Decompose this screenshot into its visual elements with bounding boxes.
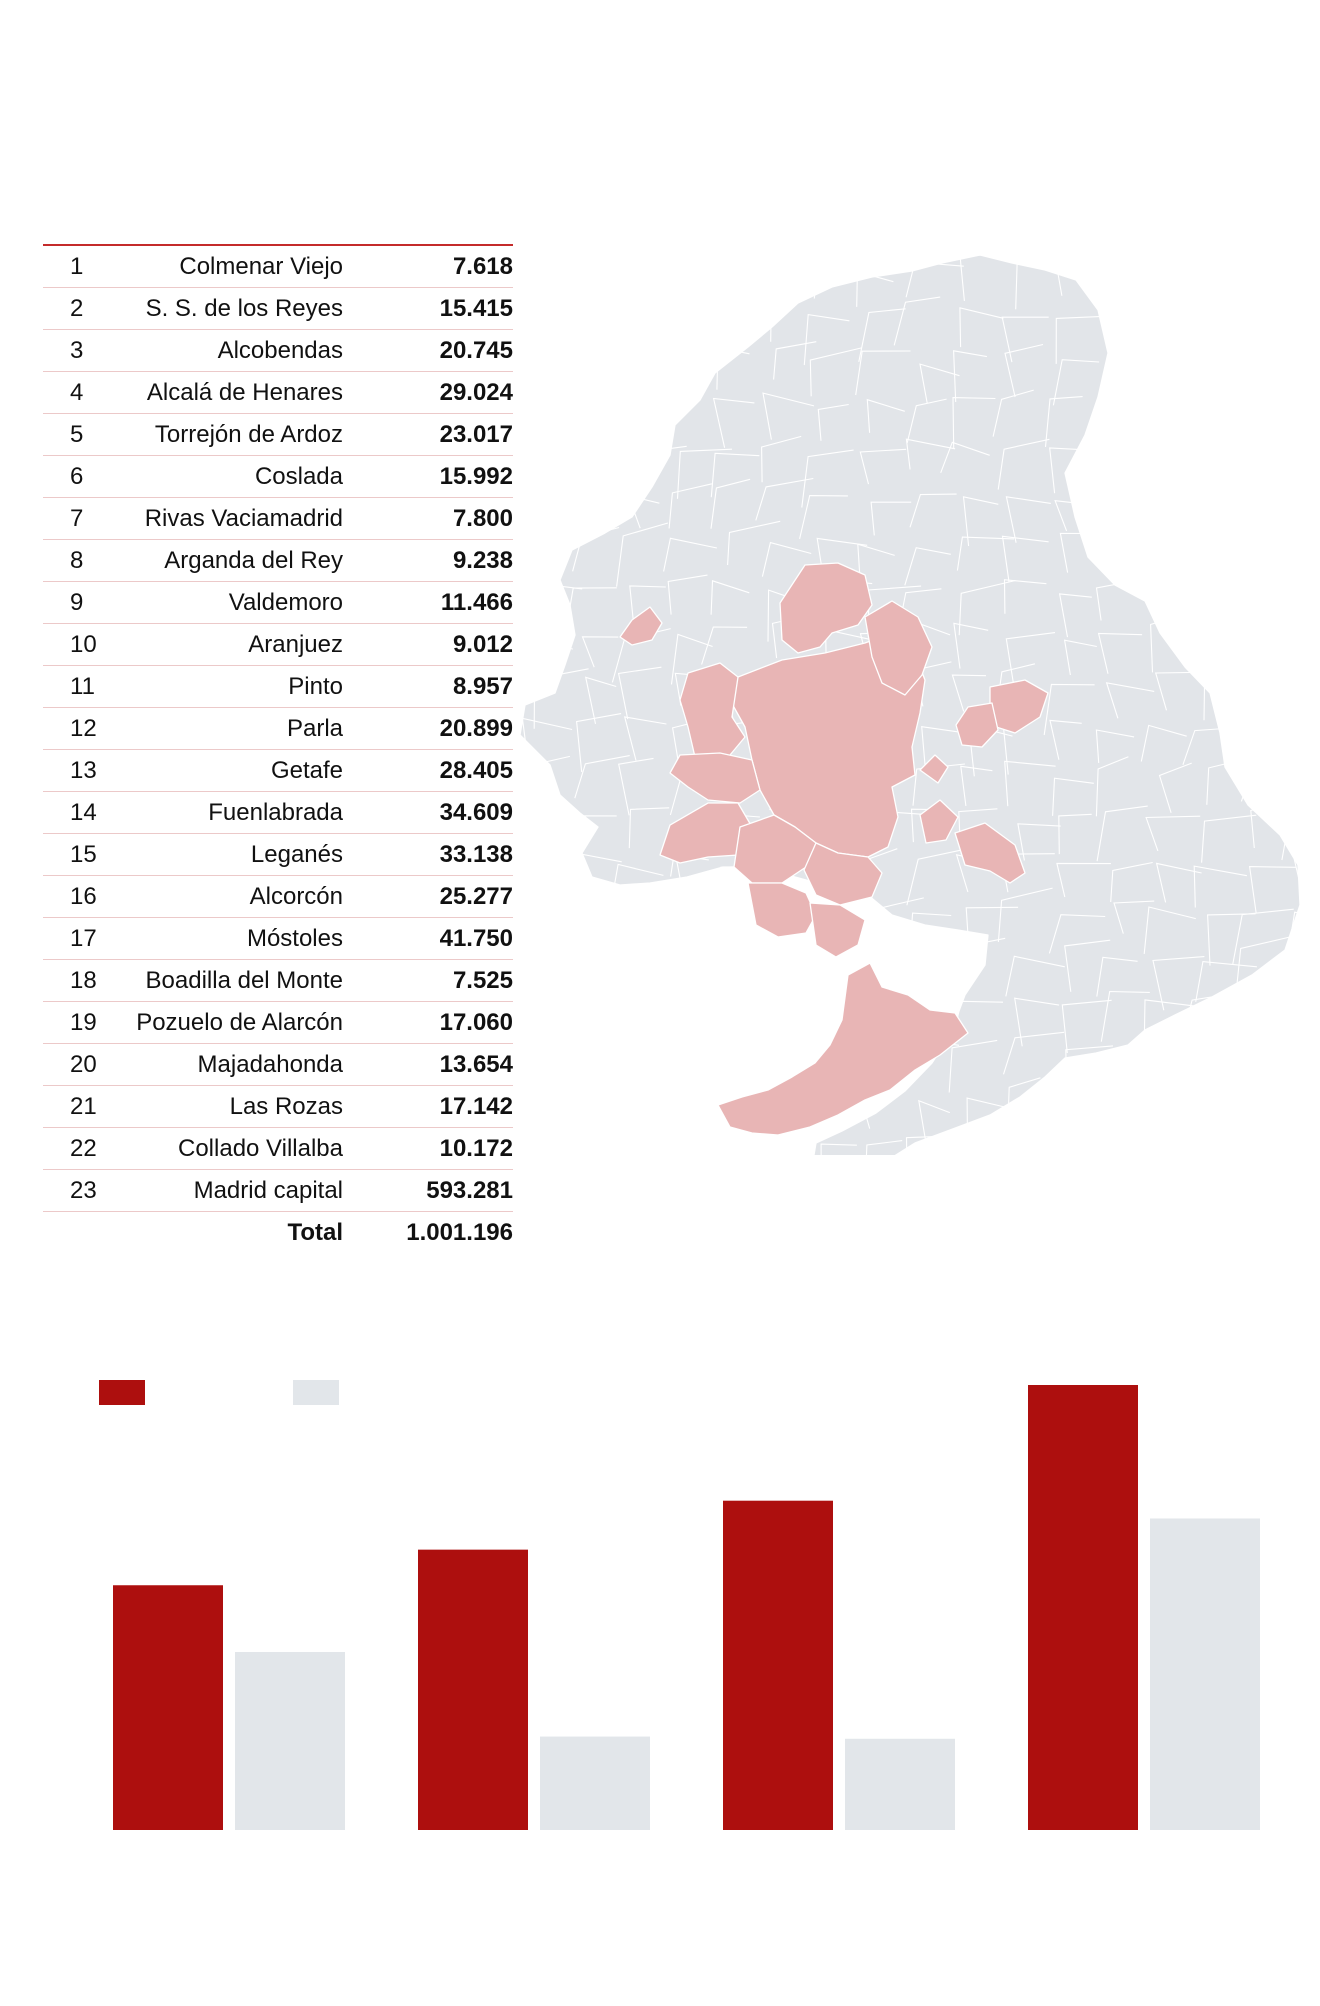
municipality-border [1152, 302, 1206, 341]
municipality-border [1285, 578, 1300, 640]
municipality-cell: Alcobendas [99, 330, 369, 372]
bar-chart [0, 1330, 1320, 1890]
total-row [43, 1212, 513, 1254]
municipality-cell: Colmenar Viejo [99, 245, 369, 288]
value-cell: 7.618 [369, 245, 513, 288]
region-map [520, 255, 1300, 1155]
municipality-border [1238, 716, 1296, 751]
municipality-border [1292, 723, 1300, 768]
value-cell: 9.012 [369, 624, 513, 666]
rank-cell: 8 [43, 540, 99, 582]
municipality-border [1248, 579, 1284, 624]
municipality-border [565, 942, 607, 998]
bar-group-1-series-1 [113, 1585, 223, 1830]
municipality-border [1092, 497, 1152, 528]
municipality-border [713, 1041, 760, 1092]
municipality-border [526, 411, 576, 442]
municipality-border [615, 1137, 665, 1155]
municipality-cell: Torrejón de Ardoz [99, 414, 369, 456]
rank-cell: 13 [43, 750, 99, 792]
bar-group-3-series-2 [845, 1739, 955, 1830]
value-cell: 29.024 [369, 372, 513, 414]
rank-cell: 6 [43, 456, 99, 498]
value-cell: 10.172 [369, 1128, 513, 1170]
municipality-cell: Parla [99, 708, 369, 750]
municipality-border [570, 391, 618, 438]
municipality-border [1113, 445, 1165, 475]
municipality-border [621, 1043, 651, 1085]
municipality-border [1249, 484, 1296, 528]
municipality-border [1101, 402, 1157, 448]
municipality-border [1279, 1087, 1300, 1138]
municipality-border [558, 907, 620, 944]
municipality-border [1146, 445, 1189, 492]
municipality-border [1048, 1133, 1091, 1155]
table-row [43, 288, 513, 330]
rank-cell: 7 [43, 498, 99, 540]
bar-group-4-series-1 [1028, 1385, 1138, 1830]
municipality-border [1289, 764, 1300, 820]
table-row [43, 666, 513, 708]
municipality-border [1051, 1081, 1082, 1145]
table-row [43, 414, 513, 456]
municipality-border [1290, 945, 1300, 980]
municipality-border [1155, 1037, 1190, 1070]
municipality-border [1250, 439, 1294, 496]
legend-swatch-2 [293, 1380, 339, 1405]
municipality-border [536, 297, 567, 351]
municipality-border [630, 903, 676, 941]
table-row [43, 1044, 513, 1086]
municipality-border [572, 360, 610, 399]
municipality-border [1156, 586, 1212, 617]
municipality-border [1288, 627, 1300, 675]
value-cell: 15.992 [369, 456, 513, 498]
rank-cell: 4 [43, 372, 99, 414]
municipality-border [762, 984, 803, 1038]
municipality-border [1290, 389, 1300, 435]
municipality-border [1237, 548, 1297, 596]
value-cell: 25.277 [369, 876, 513, 918]
municipality-border [1296, 304, 1300, 335]
total-label: Total [287, 1219, 343, 1246]
municipality-border [662, 302, 710, 340]
table-row [43, 708, 513, 750]
municipality-cell: S. S. de los Reyes [99, 288, 369, 330]
table-row [43, 245, 513, 288]
value-cell: 41.750 [369, 918, 513, 960]
table-row [43, 750, 513, 792]
municipality-border [1241, 659, 1276, 704]
municipality-border [663, 344, 708, 392]
rank-cell: 16 [43, 876, 99, 918]
municipality-border [708, 297, 766, 336]
bar-group-4-series-2 [1150, 1519, 1260, 1831]
municipality-border [901, 947, 942, 997]
municipality-border [628, 255, 671, 290]
municipality-border [707, 1008, 765, 1045]
value-cell: 7.800 [369, 498, 513, 540]
municipality-cell: Valdemoro [99, 582, 369, 624]
municipality-cell: Móstoles [99, 918, 369, 960]
table-row [43, 960, 513, 1002]
ranking-table [43, 244, 513, 1253]
municipality-border [712, 255, 768, 305]
municipality-border [1252, 364, 1295, 396]
value-cell: 11.466 [369, 582, 513, 624]
municipality-border [530, 353, 569, 400]
municipality-border [524, 858, 576, 914]
rank-cell: 10 [43, 624, 99, 666]
municipality-border [532, 445, 564, 487]
table-row [43, 876, 513, 918]
table-row [43, 1002, 513, 1044]
municipality-border [1110, 318, 1154, 366]
municipality-border [666, 909, 710, 965]
municipality-border [1293, 1045, 1300, 1102]
municipality-border [572, 317, 616, 348]
table-row [43, 624, 513, 666]
municipality-border [618, 301, 661, 334]
value-cell: 17.142 [369, 1086, 513, 1128]
municipality-border [1105, 1147, 1143, 1155]
municipality-border [1206, 314, 1249, 361]
municipality-border [1205, 1042, 1245, 1083]
municipality-border [1113, 354, 1151, 401]
table-row [43, 582, 513, 624]
municipality-border [1101, 269, 1152, 318]
municipality-border [1247, 997, 1293, 1032]
value-cell: 15.415 [369, 288, 513, 330]
municipality-border [677, 1140, 721, 1155]
municipality-cell: Pinto [99, 666, 369, 708]
municipality-cell: Leganés [99, 834, 369, 876]
value-cell: 17.060 [369, 1002, 513, 1044]
municipality-cell: Madrid capital [99, 1170, 369, 1212]
municipality-border [522, 537, 563, 578]
municipality-border [1198, 409, 1233, 444]
municipality-border [1209, 447, 1245, 492]
municipality-border [626, 397, 671, 429]
municipality-cell: Majadahonda [99, 1044, 369, 1086]
rank-cell: 2 [43, 288, 99, 330]
municipality-border [1200, 637, 1240, 681]
municipality-border [1230, 260, 1285, 313]
municipality-border [524, 813, 568, 854]
bar-group-3-series-1 [723, 1501, 833, 1830]
value-cell: 7.525 [369, 960, 513, 1002]
rank-cell: 21 [43, 1086, 99, 1128]
table-row [43, 498, 513, 540]
rank-cell: 3 [43, 330, 99, 372]
rank-cell: 9 [43, 582, 99, 624]
municipality-border [957, 1139, 1015, 1155]
municipality-border [1200, 345, 1235, 405]
municipality-border [771, 260, 807, 295]
value-cell: 20.899 [369, 708, 513, 750]
municipality-valdemoro [810, 903, 865, 957]
table-row [43, 540, 513, 582]
rank-cell: 22 [43, 1128, 99, 1170]
legend-swatch-1 [99, 1380, 145, 1405]
municipality-border [1239, 1032, 1298, 1084]
municipality-border [628, 1095, 681, 1136]
municipality-border [1152, 391, 1202, 437]
municipality-cell: Fuenlabrada [99, 792, 369, 834]
municipality-border [623, 992, 675, 1033]
municipality-border [1146, 543, 1199, 585]
municipality-border [531, 1135, 581, 1155]
bar-group-2-series-2 [540, 1737, 650, 1830]
municipality-cell: Las Rozas [99, 1086, 369, 1128]
municipality-border [528, 258, 562, 306]
municipality-parla-pinto [748, 883, 816, 937]
municipality-cell: Rivas Vaciamadrid [99, 498, 369, 540]
municipality-border [766, 938, 813, 998]
municipality-cell: Alcalá de Henares [99, 372, 369, 414]
value-cell: 23.017 [369, 414, 513, 456]
rank-cell: 18 [43, 960, 99, 1002]
rank-cell: 23 [43, 1170, 99, 1212]
municipality-border [1150, 1135, 1203, 1155]
municipality-border [1191, 594, 1246, 641]
table-row [43, 834, 513, 876]
municipality-border [664, 1050, 700, 1088]
municipality-border [1093, 1083, 1149, 1133]
municipality-border [1293, 347, 1300, 391]
municipality-border [674, 255, 708, 315]
rank-cell: 15 [43, 834, 99, 876]
municipality-border [1204, 1133, 1252, 1155]
municipality-cell: Coslada [99, 456, 369, 498]
rank-cell: 17 [43, 918, 99, 960]
rank-cell: 14 [43, 792, 99, 834]
bar-group-2-series-1 [418, 1550, 528, 1830]
municipality-border [1241, 1141, 1294, 1155]
municipality-border [1242, 618, 1293, 658]
value-cell: 33.138 [369, 834, 513, 876]
rank-cell: 1 [43, 245, 99, 288]
value-cell: 13.654 [369, 1044, 513, 1086]
municipality-border [1190, 262, 1243, 313]
municipality-border [1245, 406, 1290, 446]
municipality-border [568, 453, 609, 485]
table-row [43, 330, 513, 372]
municipality-cell: Alcorcón [99, 876, 369, 918]
rank-cell: 11 [43, 666, 99, 708]
municipality-border [1009, 1141, 1042, 1155]
municipality-border [527, 1090, 559, 1139]
municipality-border [1281, 1146, 1300, 1156]
value-cell: 28.405 [369, 750, 513, 792]
total-empty-cell [43, 1212, 99, 1254]
municipality-border [1206, 487, 1239, 535]
municipality-cell: Collado Villalba [99, 1128, 369, 1170]
municipality-border [524, 992, 559, 1037]
municipality-border [564, 269, 614, 319]
municipality-border [569, 1044, 624, 1087]
value-cell: 20.745 [369, 330, 513, 372]
municipality-border [524, 904, 581, 961]
municipality-border [623, 962, 656, 992]
bar-group-1-series-2 [235, 1652, 345, 1830]
municipality-border [1158, 1075, 1205, 1126]
municipality-border [534, 489, 573, 537]
municipality-cell: Pozuelo de Alarcón [99, 1002, 369, 1044]
municipality-border [1203, 527, 1244, 575]
municipality-border [709, 962, 757, 999]
municipality-border [1287, 270, 1300, 318]
value-cell: 8.957 [369, 666, 513, 708]
table-row [43, 1170, 513, 1212]
municipality-cell: Boadilla del Monte [99, 960, 369, 1002]
municipality-border [1281, 1000, 1300, 1030]
municipality-border [1241, 765, 1300, 801]
municipality-cell: Arganda del Rey [99, 540, 369, 582]
value-cell: 593.281 [369, 1170, 513, 1212]
rank-cell: 19 [43, 1002, 99, 1044]
municipality-border [578, 1131, 612, 1155]
municipality-border [1283, 487, 1300, 544]
municipality-border [1105, 1054, 1159, 1088]
municipality-border [570, 1088, 618, 1140]
municipality-border [681, 957, 730, 1004]
municipality-border [1149, 490, 1205, 525]
municipality-border [1153, 255, 1201, 304]
total-value: 1.001.196 [406, 1219, 513, 1246]
table-row [43, 918, 513, 960]
municipality-border [1247, 1085, 1278, 1126]
municipality-border [631, 348, 670, 393]
table-row [43, 792, 513, 834]
municipality-border [1146, 354, 1197, 396]
rank-cell: 12 [43, 708, 99, 750]
rank-cell: 5 [43, 414, 99, 456]
rank-cell: 20 [43, 1044, 99, 1086]
value-cell: 9.238 [369, 540, 513, 582]
municipality-border [1200, 1089, 1254, 1138]
municipality-border [677, 993, 717, 1044]
table-row [43, 1128, 513, 1170]
table-row [43, 1086, 513, 1128]
municipality-border [1106, 529, 1157, 576]
value-cell: 34.609 [369, 792, 513, 834]
municipality-cell: Getafe [99, 750, 369, 792]
municipality-border [1241, 308, 1283, 341]
municipality-border [575, 998, 619, 1041]
table-row [43, 456, 513, 498]
municipality-cell: Aranjuez [99, 624, 369, 666]
municipality-border [1290, 673, 1300, 714]
municipality-border [520, 1030, 571, 1083]
municipality-border [527, 953, 586, 998]
table-row [43, 372, 513, 414]
